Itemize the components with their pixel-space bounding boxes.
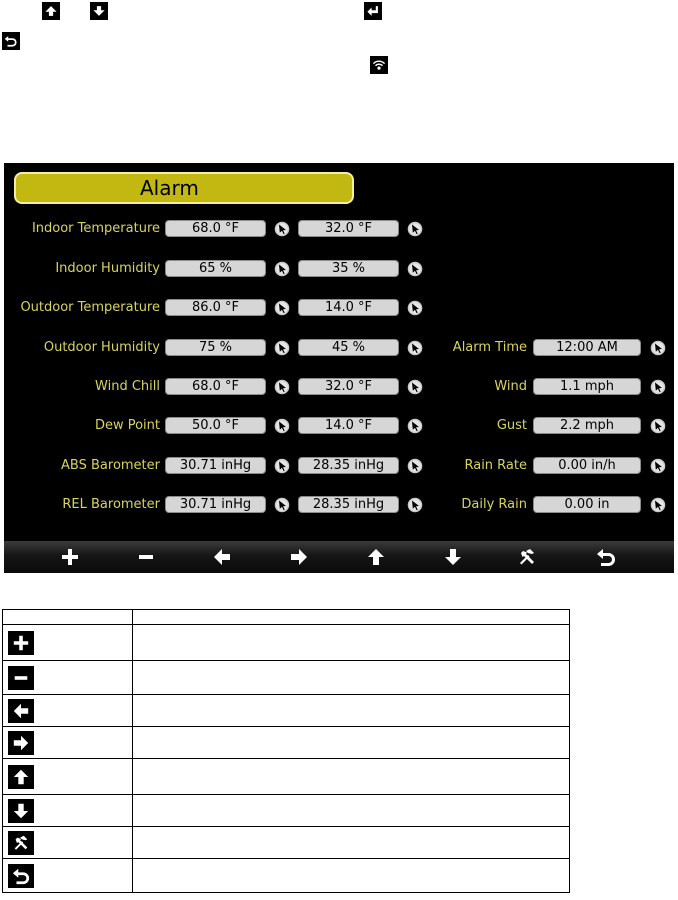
legend-description-cell xyxy=(133,727,570,759)
low-threshold-field[interactable]: 32.0 °F xyxy=(298,220,399,237)
back-icon xyxy=(596,547,616,567)
alarm-value-field[interactable]: 1.1 mph xyxy=(533,378,641,395)
select-cursor-icon[interactable] xyxy=(407,221,423,237)
legend-icon-cell xyxy=(3,859,133,893)
legend-icon-cell xyxy=(3,625,133,661)
high-threshold-field[interactable]: 50.0 °F xyxy=(165,417,266,434)
legend-description-cell xyxy=(133,827,570,859)
arrow-up-button[interactable] xyxy=(365,547,387,567)
high-threshold-field[interactable]: 86.0 °F xyxy=(165,299,266,316)
select-cursor-icon[interactable] xyxy=(274,340,290,356)
page-title: Alarm xyxy=(14,172,354,204)
select-cursor-icon[interactable] xyxy=(407,458,423,474)
legend-row xyxy=(3,759,570,795)
select-cursor-icon[interactable] xyxy=(274,261,290,277)
select-cursor-icon[interactable] xyxy=(407,300,423,316)
alarm-value-field[interactable]: 2.2 mph xyxy=(533,417,641,434)
high-threshold-field[interactable]: 30.71 inHg xyxy=(165,496,266,513)
select-cursor-icon[interactable] xyxy=(407,340,423,356)
field-label: REL Barometer xyxy=(62,497,160,512)
low-threshold-field[interactable]: 28.35 inHg xyxy=(298,496,399,513)
back-icon xyxy=(2,32,20,50)
field-label: Rain Rate xyxy=(464,458,527,473)
bottom-toolbar xyxy=(4,541,674,573)
legend-description-cell xyxy=(133,661,570,695)
legend-row xyxy=(3,661,570,695)
plus-icon xyxy=(60,547,80,567)
minus-icon xyxy=(136,547,156,567)
select-cursor-icon[interactable] xyxy=(274,221,290,237)
high-threshold-field[interactable]: 65 % xyxy=(165,260,266,277)
plus-icon xyxy=(8,631,34,655)
select-cursor-icon[interactable] xyxy=(407,261,423,277)
field-label: Gust xyxy=(496,418,527,433)
field-label: Indoor Temperature xyxy=(31,221,160,236)
low-threshold-field[interactable]: 35 % xyxy=(298,260,399,277)
select-cursor-icon[interactable] xyxy=(274,497,290,513)
legend-row xyxy=(3,625,570,661)
low-threshold-field[interactable]: 28.35 inHg xyxy=(298,457,399,474)
tools-icon xyxy=(8,831,34,855)
tools-icon xyxy=(517,547,537,567)
legend-icon-cell xyxy=(3,795,133,827)
legend-description-cell xyxy=(133,859,570,893)
low-threshold-field[interactable]: 45 % xyxy=(298,339,399,356)
legend-description-cell xyxy=(133,625,570,661)
select-cursor-icon[interactable] xyxy=(274,379,290,395)
arrow-up-icon xyxy=(42,2,60,20)
field-label: Outdoor Temperature xyxy=(20,300,160,315)
select-cursor-icon[interactable] xyxy=(650,497,666,513)
alarm-screen xyxy=(4,163,674,573)
field-label: Indoor Humidity xyxy=(55,261,160,276)
tools-button[interactable] xyxy=(516,547,538,567)
field-label: Wind Chill xyxy=(95,379,160,394)
arrow-left-icon xyxy=(8,699,34,723)
select-cursor-icon[interactable] xyxy=(407,497,423,513)
field-label: ABS Barometer xyxy=(61,458,160,473)
minus-button[interactable] xyxy=(135,547,157,567)
high-threshold-field[interactable]: 68.0 °F xyxy=(165,378,266,395)
high-threshold-field[interactable]: 75 % xyxy=(165,339,266,356)
legend-row xyxy=(3,795,570,827)
field-label: Wind xyxy=(494,379,527,394)
legend-icon-cell xyxy=(3,695,133,727)
select-cursor-icon[interactable] xyxy=(274,300,290,316)
arrow-left-icon xyxy=(212,547,232,567)
select-cursor-icon[interactable] xyxy=(274,418,290,434)
arrow-up-icon xyxy=(8,765,34,789)
legend-icon-cell xyxy=(3,827,133,859)
arrow-down-icon xyxy=(8,799,34,823)
legend-row xyxy=(3,827,570,859)
field-label: Dew Point xyxy=(94,418,160,433)
select-cursor-icon[interactable] xyxy=(650,379,666,395)
alarm-value-field[interactable]: 0.00 in xyxy=(533,496,641,513)
legend-row xyxy=(3,859,570,893)
back-button[interactable] xyxy=(595,547,617,567)
select-cursor-icon[interactable] xyxy=(650,458,666,474)
legend-icon-cell xyxy=(3,661,133,695)
field-label: Alarm Time xyxy=(452,340,527,355)
select-cursor-icon[interactable] xyxy=(274,458,290,474)
plus-button[interactable] xyxy=(59,547,81,567)
arrow-right-button[interactable] xyxy=(288,547,310,567)
field-label: Daily Rain xyxy=(461,497,527,512)
legend-icon-cell xyxy=(3,727,133,759)
select-cursor-icon[interactable] xyxy=(407,379,423,395)
arrow-down-button[interactable] xyxy=(442,547,464,567)
legend-row xyxy=(3,727,570,759)
low-threshold-field[interactable]: 14.0 °F xyxy=(298,299,399,316)
high-threshold-field[interactable]: 30.71 inHg xyxy=(165,457,266,474)
arrow-right-icon xyxy=(289,547,309,567)
enter-icon xyxy=(364,2,382,20)
low-threshold-field[interactable]: 32.0 °F xyxy=(298,378,399,395)
legend-row xyxy=(3,695,570,727)
back-icon xyxy=(8,864,34,888)
legend-description-cell xyxy=(133,759,570,795)
low-threshold-field[interactable]: 14.0 °F xyxy=(298,417,399,434)
wifi-icon xyxy=(370,56,388,74)
field-label: Outdoor Humidity xyxy=(43,340,160,355)
select-cursor-icon[interactable] xyxy=(407,418,423,434)
arrow-up-icon xyxy=(366,547,386,567)
high-threshold-field[interactable]: 68.0 °F xyxy=(165,220,266,237)
arrow-down-icon xyxy=(90,2,108,20)
arrow-right-icon xyxy=(8,731,34,755)
alarm-value-field[interactable]: 12:00 AM xyxy=(533,339,641,356)
select-cursor-icon[interactable] xyxy=(650,340,666,356)
minus-icon xyxy=(8,666,34,690)
legend-table xyxy=(2,609,570,893)
arrow-down-icon xyxy=(443,547,463,567)
arrow-left-button[interactable] xyxy=(211,547,233,567)
select-cursor-icon[interactable] xyxy=(650,418,666,434)
legend-description-cell xyxy=(133,795,570,827)
alarm-value-field[interactable]: 0.00 in/h xyxy=(533,457,641,474)
legend-description-cell xyxy=(133,695,570,727)
legend-icon-cell xyxy=(3,759,133,795)
